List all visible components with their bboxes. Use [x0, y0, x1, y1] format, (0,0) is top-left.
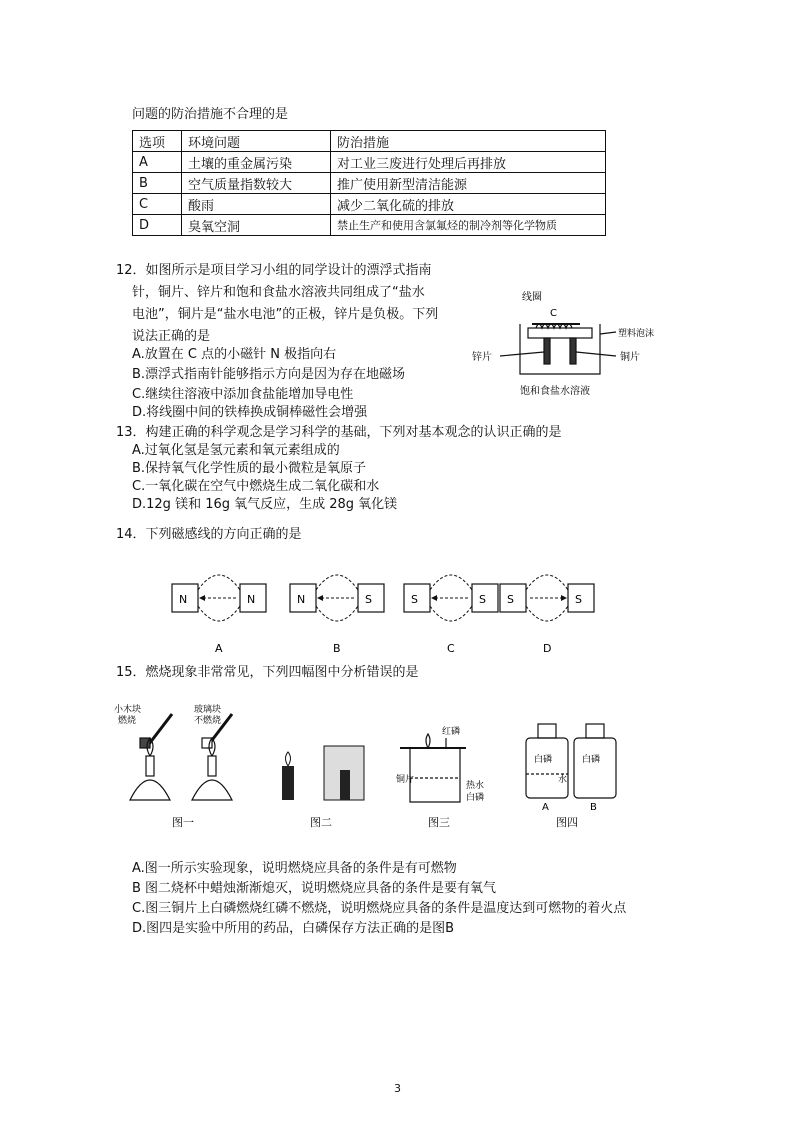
table-cell: 推广使用新型清洁能源 — [331, 173, 606, 194]
table-header-row — [133, 131, 606, 152]
q15-combustion-figures — [110, 700, 620, 836]
q13-option-a: A.过氧化氢是氢元素和氧元素组成的 — [132, 443, 340, 458]
figure-two — [282, 746, 364, 829]
q12-stem-line4: 说法正确的是 — [132, 329, 211, 344]
field-line — [316, 606, 358, 621]
q13-stem: 13．构建正确的科学观念是学习科学的基础，下列对基本观念的认识正确的是 — [116, 425, 562, 440]
table-cell: 空气质量指数较大 — [182, 173, 331, 194]
bottle-b-letter: B — [590, 802, 597, 813]
q14-magnet-figures — [160, 560, 600, 660]
q12-option-d: D.将线圈中间的铁棒换成铜棒磁性会增强 — [132, 405, 368, 420]
q14-stem: 14．下列磁感线的方向正确的是 — [116, 527, 302, 542]
alcohol-lamp — [192, 780, 232, 800]
pole-label: S — [479, 593, 486, 606]
bottle-a — [526, 738, 568, 798]
table-cell: 酸雨 — [182, 194, 331, 215]
copper-plate-label: 铜片 — [396, 775, 415, 785]
hot-water-label: 热水 — [466, 781, 485, 791]
figure-one — [114, 703, 232, 829]
magnet-option-b — [290, 575, 384, 655]
field-line — [430, 575, 472, 590]
table-cell: 减少二氧化硫的排放 — [331, 194, 606, 215]
field-line — [430, 606, 472, 621]
glass-label: 玻璃块 — [194, 705, 222, 715]
bottle-b — [574, 738, 616, 798]
field-line — [198, 606, 240, 621]
q12-option-b: B.漂浮式指南针能够指示方向是因为存在地磁场 — [132, 367, 406, 382]
field-line — [526, 575, 568, 590]
q15-option-b: B 图二烧杯中蜡烛渐渐熄灭，说明燃烧应具备的条件是要有氧气 — [132, 881, 497, 896]
figure-four — [526, 724, 616, 829]
bottle-a-label: 白磷 — [534, 755, 553, 765]
pole-label: S — [575, 593, 582, 606]
figure-four-caption: 图四 — [556, 816, 578, 829]
table-row — [133, 173, 606, 194]
magnet-option-a — [172, 575, 266, 655]
wood-label: 小木块 — [114, 705, 142, 715]
table-intro: 问题的防治措施不合理的是 — [132, 107, 289, 122]
wood-burn-label: 燃烧 — [118, 716, 137, 726]
field-line — [316, 575, 358, 590]
q15-option-a: A.图一所示实验现象，说明燃烧应具备的条件是有可燃物 — [132, 861, 457, 876]
magnet-option-d — [500, 575, 594, 655]
q12-stem-line3: 电池”，铜片是“盐水电池”的正极，锌片是负极。下列 — [132, 307, 439, 322]
q12-stem-line2: 针，铜片、锌片和饱和食盐水溶液共同组成了“盐水 — [132, 285, 425, 300]
field-line — [526, 606, 568, 621]
point-c-label: C — [550, 308, 557, 319]
pole-label: S — [365, 593, 372, 606]
zinc-pointer — [500, 352, 544, 356]
beaker — [520, 324, 600, 374]
table-cell: 土壤的重金属污染 — [182, 152, 331, 173]
pole-label: S — [411, 593, 418, 606]
pole-label: S — [507, 593, 514, 606]
copper-plate — [570, 338, 576, 364]
pole-label: N — [247, 593, 256, 606]
q13-option-c: C.一氧化碳在空气中燃烧生成二氧化碳和水 — [132, 479, 380, 494]
copper-pointer — [576, 352, 616, 356]
q12-option-a: A.放置在 C 点的小磁针 N 极指向右 — [132, 347, 337, 362]
q13-option-b: B.保持氧气化学性质的最小微粒是氧原子 — [132, 461, 367, 476]
bottle-b-label: 白磷 — [582, 755, 601, 765]
figure-three — [396, 725, 484, 829]
pole-label: N — [179, 593, 188, 606]
table-cell: 禁止生产和使用含氯氟烃的制冷剂等化学物质 — [331, 215, 606, 236]
white-phosphorus-label: 白磷 — [466, 793, 485, 803]
table-cell: D — [133, 215, 182, 236]
lamp-neck — [208, 756, 216, 776]
copper-label: 铜片 — [620, 352, 640, 363]
page-number: 3 — [394, 1082, 401, 1095]
option-label: D — [543, 642, 552, 655]
q13-option-d: D.12g 镁和 16g 氧气反应，生成 28g 氧化镁 — [132, 497, 398, 512]
table-row — [133, 152, 606, 173]
q15-option-d: D.图四是实验中所用的药品，白磷保存方法正确的是图B — [132, 921, 455, 936]
candle — [282, 766, 294, 800]
figure-two-caption: 图二 — [310, 816, 332, 829]
table-cell: C — [133, 194, 182, 215]
water-label: 水 — [558, 775, 568, 785]
q15-stem: 15．燃烧现象非常常见，下列四幅图中分析错误的是 — [116, 665, 419, 680]
table-row — [133, 194, 606, 215]
figure-one-caption: 图一 — [172, 816, 194, 829]
solution-label: 饱和食盐水溶液 — [520, 386, 590, 397]
option-label: A — [215, 642, 223, 655]
table-cell: 对工业三废进行处理后再排放 — [331, 152, 606, 173]
header-problem: 环境问题 — [182, 131, 331, 152]
red-phosphorus-label: 红磷 — [442, 727, 461, 737]
foam-label: 塑料泡沫 — [618, 329, 655, 339]
magnet-option-c — [404, 575, 498, 655]
bottle-a-stopper — [538, 724, 556, 738]
alcohol-lamp — [130, 780, 170, 800]
environment-table — [132, 130, 606, 236]
lamp-neck — [146, 756, 154, 776]
glass-burn-label: 不燃烧 — [194, 716, 222, 726]
header-measure: 防治措施 — [331, 131, 606, 152]
field-line — [198, 575, 240, 590]
foam-pointer — [600, 332, 616, 334]
option-label: B — [333, 642, 341, 655]
option-label: C — [447, 642, 455, 655]
flame-icon — [286, 752, 291, 766]
beaker — [410, 748, 460, 802]
table-cell: A — [133, 152, 182, 173]
q15-option-c: C.图三铜片上白磷燃烧红磷不燃烧，说明燃烧应具备的条件是温度达到可燃物的着火点 — [132, 901, 627, 916]
q12-battery-figure — [470, 284, 670, 402]
table-cell: 臭氧空洞 — [182, 215, 331, 236]
pole-label: N — [297, 593, 306, 606]
flame-icon — [426, 734, 430, 748]
figure-three-caption: 图三 — [428, 816, 450, 829]
zinc-plate — [544, 338, 550, 364]
bottle-a-letter: A — [542, 802, 549, 813]
zinc-label: 锌片 — [472, 352, 492, 363]
header-option: 选项 — [133, 131, 182, 152]
q12-stem-line1: 12．如图所示是项目学习小组的同学设计的漂浮式指南 — [116, 263, 432, 278]
candle — [340, 770, 350, 800]
q12-option-c: C.继续往溶液中添加食盐能增加导电性 — [132, 387, 354, 402]
table-cell: B — [133, 173, 182, 194]
table-row — [133, 215, 606, 236]
coil-label: 线圈 — [522, 292, 542, 303]
bottle-b-stopper — [586, 724, 604, 738]
